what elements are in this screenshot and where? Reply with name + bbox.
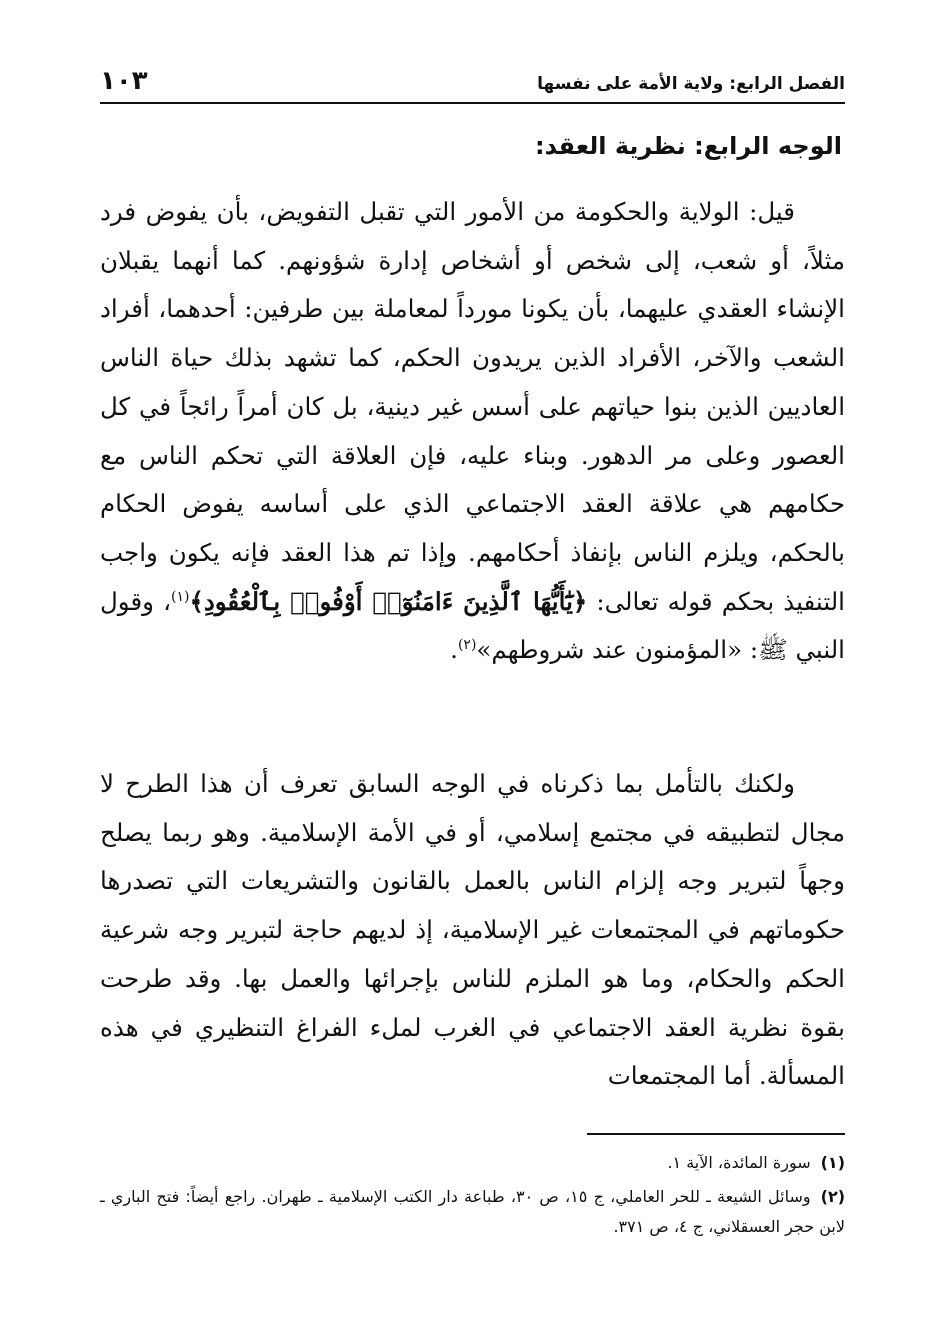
footnote-text: وسائل الشيعة ـ للحر العاملي، ج ١٥، ص ٣٠، طباعة دار الكتب الإسلامية ـ طهران. راجع أيضاً: فتح الباري ـ لابن حجر العسقلاني، ج ٤، ص ٣٧١. (100, 1187, 845, 1236)
footnotes-list (100, 1148, 845, 1246)
paragraph-1-text: قيل: الولاية والحكومة من الأمور التي تقبل التفويض، بأن يفوض فرد مثلاً، أو شعب، إلى شخص أو أشخاص إدارة شؤونهم. كما أنهما يقبلان الإنشاء العقدي عليهما، بأن يكونا مورداً لمعاملة بين طرفين: أحدهما، أفراد الشعب والآخر، الأفراد الذين يريدون الحكم، كما تشهد بذلك حياة الناس العاديين الذين بنوا حياتهم على أسس غير دينية، بل كان أمراً رائجاً في كل العصور وعلى مر الدهور. وبناء عليه، فإن العلاقة التي تحكم الناس مع حكامهم هي علاقة العقد الاجتماعي الذي على أساسه يفوض الحكام بالحكم، ويلزم الناس بإنفاذ أحكامهم. وإذا تم هذا العقد فإنه يكون واجب التنفيذ بحكم قوله تعالى: (100, 197, 845, 616)
footnote-number: (١) (820, 1153, 845, 1172)
page-number: ١٠٣ (100, 66, 148, 96)
footnote-ref-1: (١) (171, 588, 190, 605)
running-title: الفصل الرابع: ولاية الأمة على نفسها (537, 74, 845, 94)
paragraph-1-end: . (450, 635, 458, 665)
footnote-2 (100, 1182, 845, 1242)
paragraph-2: ولكنك بالتأمل بما ذكرناه في الوجه السابق تعرف أن هذا الطرح لا مجال لتطبيقه في مجتمع إسلامي، أو في الأمة الإسلامية. وهو ربما يصلح وجهاً لتبرير وجه إلزام الناس بالعمل بالقانون والتشريعات التي تصدرها حكوماتهم في المجتمعات غير الإسلامية، إذ لديهم حاجة لتبرير وجه شرعية الحكم والحكام، وما هو الملزم للناس بإجرائها والعمل بها. وقد طرحت بقوة نظرية العقد الاجتماعي في الغرب لملء الفراغ التنظيري في هذه المسألة. أما المجتمعات (100, 769, 845, 1091)
section-heading: الوجه الرابع: نظرية العقد: (534, 132, 842, 160)
paragraph-1 (100, 188, 845, 675)
paragraph-1-mid: ، وقول النبي ﷺ: (100, 586, 845, 665)
hadith-quote: «المؤمنون عند شروطهم» (476, 635, 743, 665)
footnote-ref-2: (٢) (457, 637, 477, 654)
quran-verse: ﴿يَٰٓأَيُّهَا ٱلَّذِينَ ءَامَنُوٓا۟ أَوْفُوا۟ بِٱلْعُقُودِ﴾ (189, 586, 588, 616)
page-header (100, 62, 845, 104)
footnote-divider (587, 1133, 845, 1135)
footnote-text: سورة المائدة، الآية ١. (667, 1153, 811, 1172)
footnote-1 (100, 1148, 845, 1178)
footnote-number: (٢) (820, 1187, 846, 1206)
